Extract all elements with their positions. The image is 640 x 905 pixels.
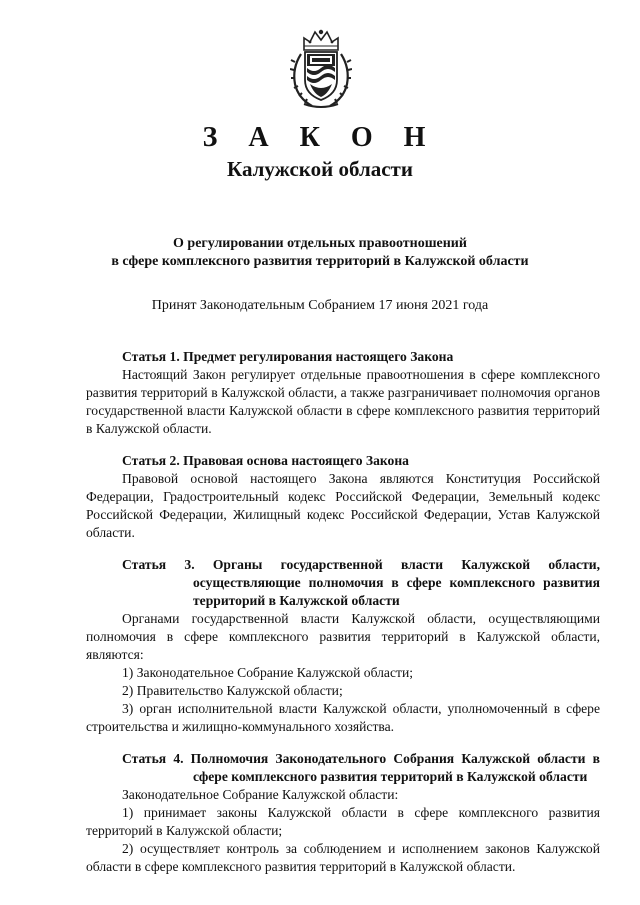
article-paragraph: Настоящий Закон регулирует отдельные правоотношения в сфере комплексного развития территорий в Калужской области, а также разграничивает полномочия органов государственной власти Калужской области в сфере комплексного развития территорий в Калужской области. xyxy=(86,367,600,436)
article-list-item: 3) орган исполнительной власти Калужской области, уполномоченный в сфере строительства и жилищно-коммунального хозяйства. xyxy=(86,701,600,734)
law-subject-line: в сфере комплексного развития территорий в Калужской области xyxy=(111,254,529,269)
article-list-item: 1) Законодательное Собрание Калужской области; xyxy=(122,665,413,680)
law-subject-line: О регулировании отдельных правоотношений xyxy=(173,236,467,251)
article-list-item: 1) принимает законы Калужской области в сфере комплексного развития территорий в Калужской области; xyxy=(86,805,600,838)
document-type-title: З А К О Н xyxy=(202,122,438,153)
article-2 xyxy=(86,452,600,542)
article-heading: Статья 4. Полномочия Законодательного Собрания Калужской области в сфере комплексного развития территорий в Калужской области xyxy=(122,751,600,784)
article-list-item: 2) осуществляет контроль за соблюдением и исполнением законов Калужской области в сфере комплексного развития территорий в Калужской области. xyxy=(86,841,600,874)
article-3 xyxy=(86,556,600,736)
kaluga-coat-of-arms-icon xyxy=(290,28,352,110)
law-subject-title xyxy=(80,235,560,271)
law-body xyxy=(86,348,600,890)
article-paragraph: Правовой основой настоящего Закона являются Конституция Российской Федерации, Градостроительный кодекс Российской Федерации, Земельный кодекс Российской Федерации, Жилищный кодекс Российской Федерации, Устав Калужской области. xyxy=(86,471,600,540)
region-title: Калужской области xyxy=(227,157,413,181)
article-paragraph: Органами государственной власти Калужской области, осуществляющими полномочия в сфере комплексного развития территорий в Калужской области, являются: xyxy=(86,611,600,662)
adoption-statement: Принят Законодательным Собранием 17 июня 2021 года xyxy=(151,298,489,313)
article-list-item: 2) Правительство Калужской области; xyxy=(122,683,343,698)
article-paragraph: Законодательное Собрание Калужской области: xyxy=(122,787,399,802)
article-4 xyxy=(86,750,600,876)
article-heading: Статья 3. Органы государственной власти Калужской области, осуществляющие полномочия в сфере комплексного развития территорий в Калужской области xyxy=(122,557,600,608)
article-1 xyxy=(86,348,600,438)
article-heading: Статья 1. Предмет регулирования настоящего Закона xyxy=(122,349,454,364)
article-heading: Статья 2. Правовая основа настоящего Закона xyxy=(122,453,409,468)
